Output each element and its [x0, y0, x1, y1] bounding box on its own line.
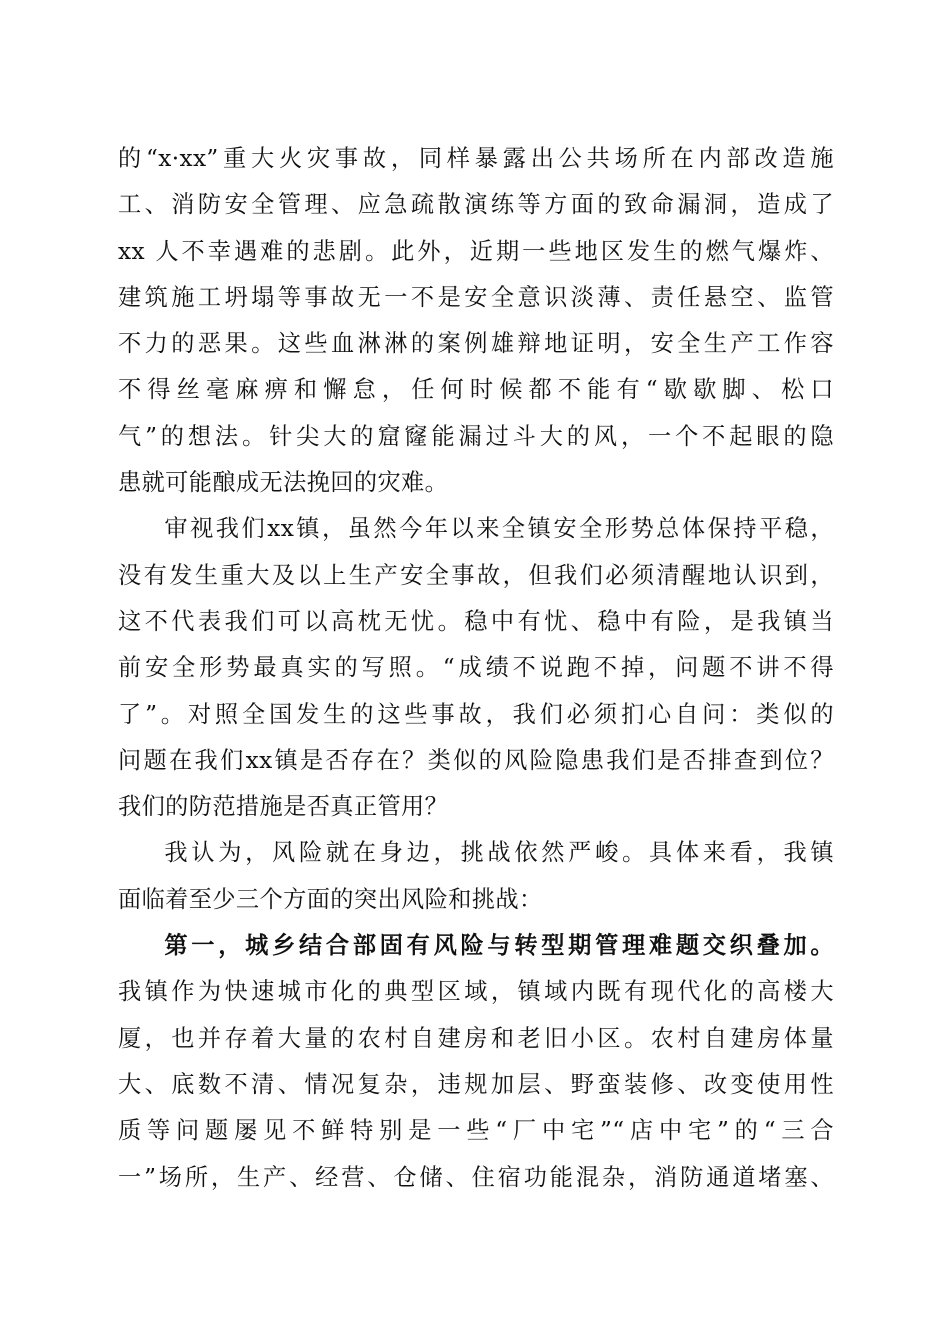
text-line: 不力的恶果。这些血淋淋的案例雄辩地证明，安全生产工作容 [118, 330, 834, 358]
text-line: 这不代表我们可以高枕无忧。稳中有忧、稳中有险，是我镇当 [118, 607, 834, 635]
text-line: 厦，也并存着大量的农村自建房和老旧小区。农村自建房体量 [118, 1024, 834, 1052]
text-line: xx 人不幸遇难的悲剧。此外，近期一些地区发生的燃气爆炸、 [118, 237, 834, 265]
text-line: 的“x·xx”重大火灾事故，同样暴露出公共场所在内部改造施 [118, 145, 834, 172]
section-heading: 第一，城乡结合部固有风险与转型期管理难题交织叠加。 [164, 932, 834, 960]
text-line: 建筑施工坍塌等事故无一不是安全意识淡薄、责任悬空、监管 [118, 283, 834, 311]
paragraph-1 [118, 136, 834, 506]
text-line: 一”场所，生产、经营、仓储、住宿功能混杂，消防通道堵塞、 [118, 1163, 834, 1191]
text-line: 我认为，风险就在身边，挑战依然严峻。具体来看，我镇 [164, 839, 834, 867]
document-body [118, 136, 834, 1201]
text-line: 患就可能酿成无法挽回的灾难。 [118, 469, 449, 497]
text-line: 大、底数不清、情况复杂，违规加层、野蛮装修、改变使用性 [118, 1070, 834, 1098]
text-line: 前安全形势最真实的写照。“成绩不说跑不掉，问题不讲不得 [118, 654, 834, 682]
text-line: 没有发生重大及以上生产安全事故，但我们必须清醒地认识到， [118, 561, 834, 589]
text-line: 我们的防范措施是否真正管用？ [118, 793, 449, 821]
text-line: 不得丝毫麻痹和懈怠，任何时候都不能有“歇歇脚、松口 [118, 376, 834, 404]
text-line: 审视我们xx镇，虽然今年以来全镇安全形势总体保持平稳， [164, 515, 834, 543]
text-line: 问题在我们xx镇是否存在？类似的风险隐患我们是否排查到位？ [118, 746, 834, 774]
text-line: 我镇作为快速城市化的典型区域，镇域内既有现代化的高楼大 [118, 978, 834, 1006]
text-line: 面临着至少三个方面的突出风险和挑战： [118, 885, 543, 913]
paragraph-4 [118, 923, 834, 1201]
paragraph-2 [118, 506, 834, 830]
text-line: 气”的想法。针尖大的窟窿能漏过斗大的风，一个不起眼的隐 [118, 422, 834, 450]
text-line: 工、消防安全管理、应急疏散演练等方面的致命漏洞，造成了 [118, 191, 834, 219]
text-line: 质等问题屡见不鲜特别是一些“厂中宅”“店中宅”的“三合 [118, 1117, 834, 1145]
text-line: 了”。对照全国发生的这些事故，我们必须扪心自问：类似的 [118, 700, 834, 728]
paragraph-3 [118, 830, 834, 923]
